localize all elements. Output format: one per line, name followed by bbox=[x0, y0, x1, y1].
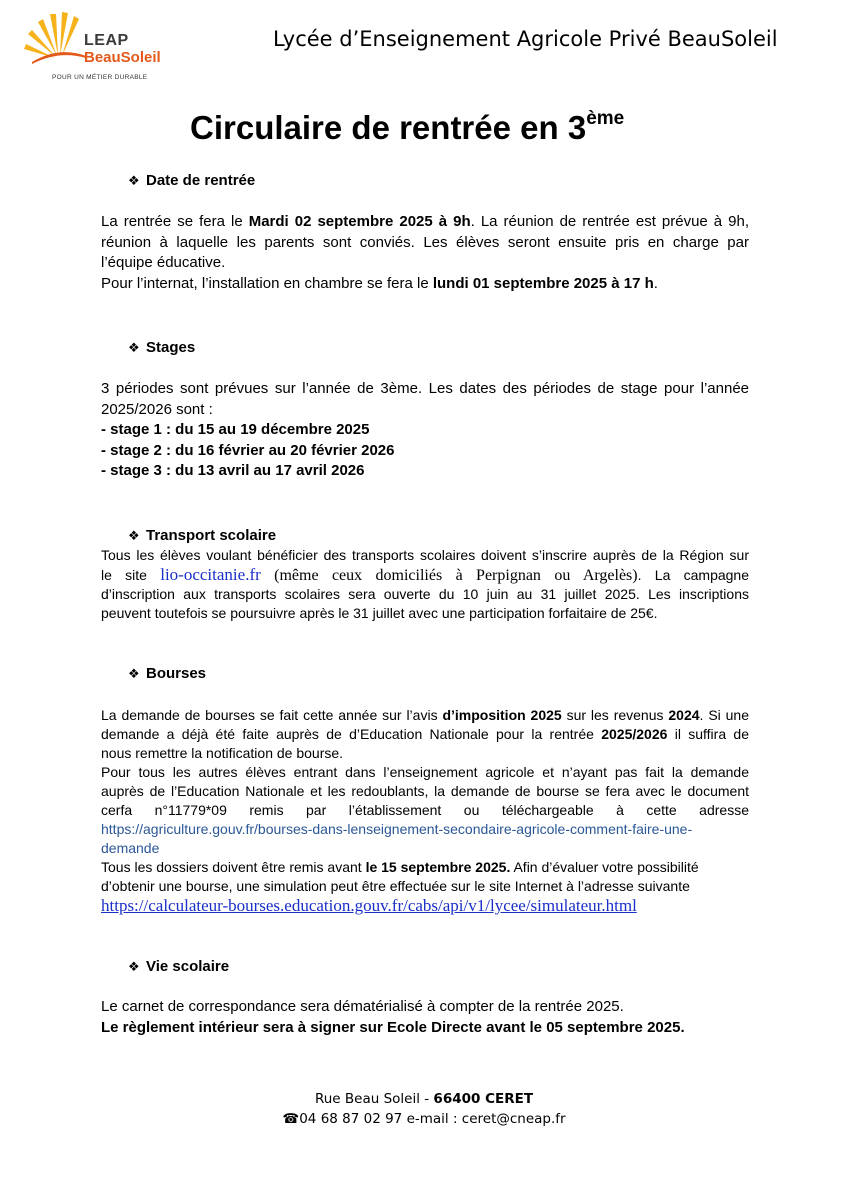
text-line: d’obtenir une bourse, une simulation peut être effectuée sur le site Internet à l’adresse suivante bbox=[101, 878, 690, 894]
section-body-date bbox=[101, 212, 749, 294]
section-heading-stages bbox=[128, 339, 195, 356]
bold-date: lundi 01 septembre 2025 à 17 h bbox=[432, 274, 654, 292]
section-heading-vie-scolaire bbox=[128, 958, 229, 975]
logo-name-text: BeauSoleil bbox=[84, 49, 161, 66]
text-run: (même ceux domiciliés à Perpignan ou Argelès) bbox=[260, 567, 638, 584]
text-run: Rue Beau Soleil - bbox=[314, 1091, 434, 1107]
diamond-bullet-icon: ❖ bbox=[128, 959, 140, 974]
text-run: La rentrée se fera le bbox=[101, 213, 249, 230]
text-run: demande a déjà été faite auprès de d’Education Nationale pour la rentrée bbox=[101, 726, 602, 742]
section-body-transport bbox=[101, 546, 749, 623]
text-run: il suffira de bbox=[667, 726, 749, 742]
text-line: Pour tous les autres élèves entrant dans l’enseignement agricole et n’ayant pas fait la demande bbox=[101, 764, 749, 780]
text-line bbox=[101, 274, 749, 295]
text-run: . La campagne bbox=[637, 567, 750, 583]
logo-leap-text: LEAP bbox=[84, 32, 129, 49]
diamond-bullet-icon: ❖ bbox=[128, 666, 140, 681]
text-line: peuvent toutefois se poursuivre après le 31 juillet avec une participation forfaitaire de 25€. bbox=[101, 605, 658, 621]
section-heading-label: Transport scolaire bbox=[146, 527, 277, 544]
text-line: l’équipe éducative. bbox=[101, 254, 226, 271]
logo-tagline: POUR UN MÉTIER DURABLE bbox=[52, 74, 148, 81]
section-body-vie-scolaire bbox=[101, 997, 749, 1038]
text-run: Afin d’évaluer votre possibilité bbox=[510, 859, 699, 875]
section-heading-transport bbox=[128, 527, 276, 544]
contact-text: 04 68 87 02 97 e-mail : ceret@cneap.fr bbox=[299, 1111, 566, 1127]
diamond-bullet-icon: ❖ bbox=[128, 528, 140, 543]
agriculture-link-continued[interactable]: demande bbox=[101, 840, 160, 856]
agriculture-link[interactable]: https://agriculture.gouv.fr/bourses-dans-lenseignement-secondaire-agricole-comment-faire-une- bbox=[101, 821, 693, 837]
stage-item: - stage 2 : du 16 février au 20 février 2026 bbox=[101, 441, 395, 459]
stage-item: - stage 3 : du 13 avril au 17 avril 2026 bbox=[101, 462, 365, 479]
text-run: . Si une bbox=[699, 707, 750, 723]
bold-text: d’imposition 2025 bbox=[442, 707, 562, 723]
page-title bbox=[190, 108, 624, 147]
text-line bbox=[101, 212, 749, 233]
text-run: sur les revenus bbox=[561, 707, 669, 723]
text-run: . La réunion de rentrée est prévue à 9h, bbox=[470, 213, 750, 230]
bold-date: le 15 septembre 2025. bbox=[365, 859, 511, 875]
text-line bbox=[101, 706, 749, 725]
calculateur-bourses-link[interactable]: https://calculateur-bourses.education.gouv.fr/cabs/api/v1/lycee/simulateur.html bbox=[101, 896, 637, 915]
section-heading-label: Bourses bbox=[146, 665, 207, 682]
phone-icon: ☎ bbox=[282, 1111, 300, 1127]
footer-contact bbox=[0, 1111, 848, 1127]
section-body-bourses bbox=[101, 706, 749, 915]
text-line: 2025/2026 sont : bbox=[101, 400, 213, 418]
text-line bbox=[101, 858, 749, 877]
text-run: Tous les dossiers doivent être remis avant bbox=[101, 859, 366, 875]
title-main: Circulaire de rentrée en 3 bbox=[190, 109, 587, 146]
text-line-bold: Le règlement intérieur sera à signer sur Ecole Directe avant le 05 septembre 2025. bbox=[101, 1018, 685, 1036]
text-line bbox=[101, 565, 749, 585]
text-run: La demande de bourses se fait cette année sur l’avis bbox=[101, 707, 443, 723]
text-line: d’inscription aux transports scolaires sera ouverte du 10 juin au 31 juillet 2025. Les inscriptions bbox=[101, 586, 749, 602]
school-logo bbox=[24, 12, 184, 88]
text-run: le site bbox=[101, 567, 161, 583]
text-run: . bbox=[653, 274, 658, 292]
text-line: 3 périodes sont prévues sur l’année de 3ème. Les dates des périodes de stage pour l’année bbox=[101, 380, 749, 397]
section-heading-bourses bbox=[128, 665, 206, 682]
section-heading-label: Date de rentrée bbox=[146, 172, 256, 189]
text-line: nous remettre la notification de bourse. bbox=[101, 745, 344, 761]
text-line: Tous les élèves voulant bénéficier des transports scolaires doivent s’inscrire auprès de la Région sur bbox=[101, 547, 749, 563]
text-line: réunion à laquelle les parents sont conviés. Les élèves seront ensuite pris en charge par bbox=[101, 233, 749, 251]
section-heading-date bbox=[128, 172, 255, 189]
text-line: auprès de l’Education Nationale et les redoublants, la demande de bourse se fera avec le document bbox=[101, 783, 749, 799]
text-line: Le carnet de correspondance sera dématérialisé à compter de la rentrée 2025. bbox=[101, 998, 624, 1015]
section-heading-label: Vie scolaire bbox=[146, 958, 230, 975]
footer-address bbox=[0, 1091, 848, 1107]
section-body-stages bbox=[101, 379, 749, 482]
title-superscript: ème bbox=[586, 108, 625, 129]
section-heading-label: Stages bbox=[146, 339, 196, 356]
bold-text: 2024 bbox=[668, 707, 700, 723]
footer-city: 66400 CERET bbox=[433, 1091, 534, 1107]
bold-date: Mardi 02 septembre 2025 à 9h bbox=[248, 213, 471, 230]
diamond-bullet-icon: ❖ bbox=[128, 173, 140, 188]
lio-occitanie-link[interactable]: lio-occitanie.fr bbox=[160, 565, 261, 584]
text-line: cerfa n°11779*09 remis par l’établissement ou téléchargeable à cette adresse bbox=[101, 802, 749, 818]
stage-item: - stage 1 : du 15 au 19 décembre 2025 bbox=[101, 421, 370, 438]
school-name: Lycée d’Enseignement Agricole Privé BeauSoleil bbox=[273, 27, 778, 51]
bold-text: 2025/2026 bbox=[601, 726, 668, 742]
text-run: Pour l’internat, l’installation en chambre se fera le bbox=[101, 274, 433, 292]
diamond-bullet-icon: ❖ bbox=[128, 340, 140, 355]
text-line bbox=[101, 725, 749, 744]
